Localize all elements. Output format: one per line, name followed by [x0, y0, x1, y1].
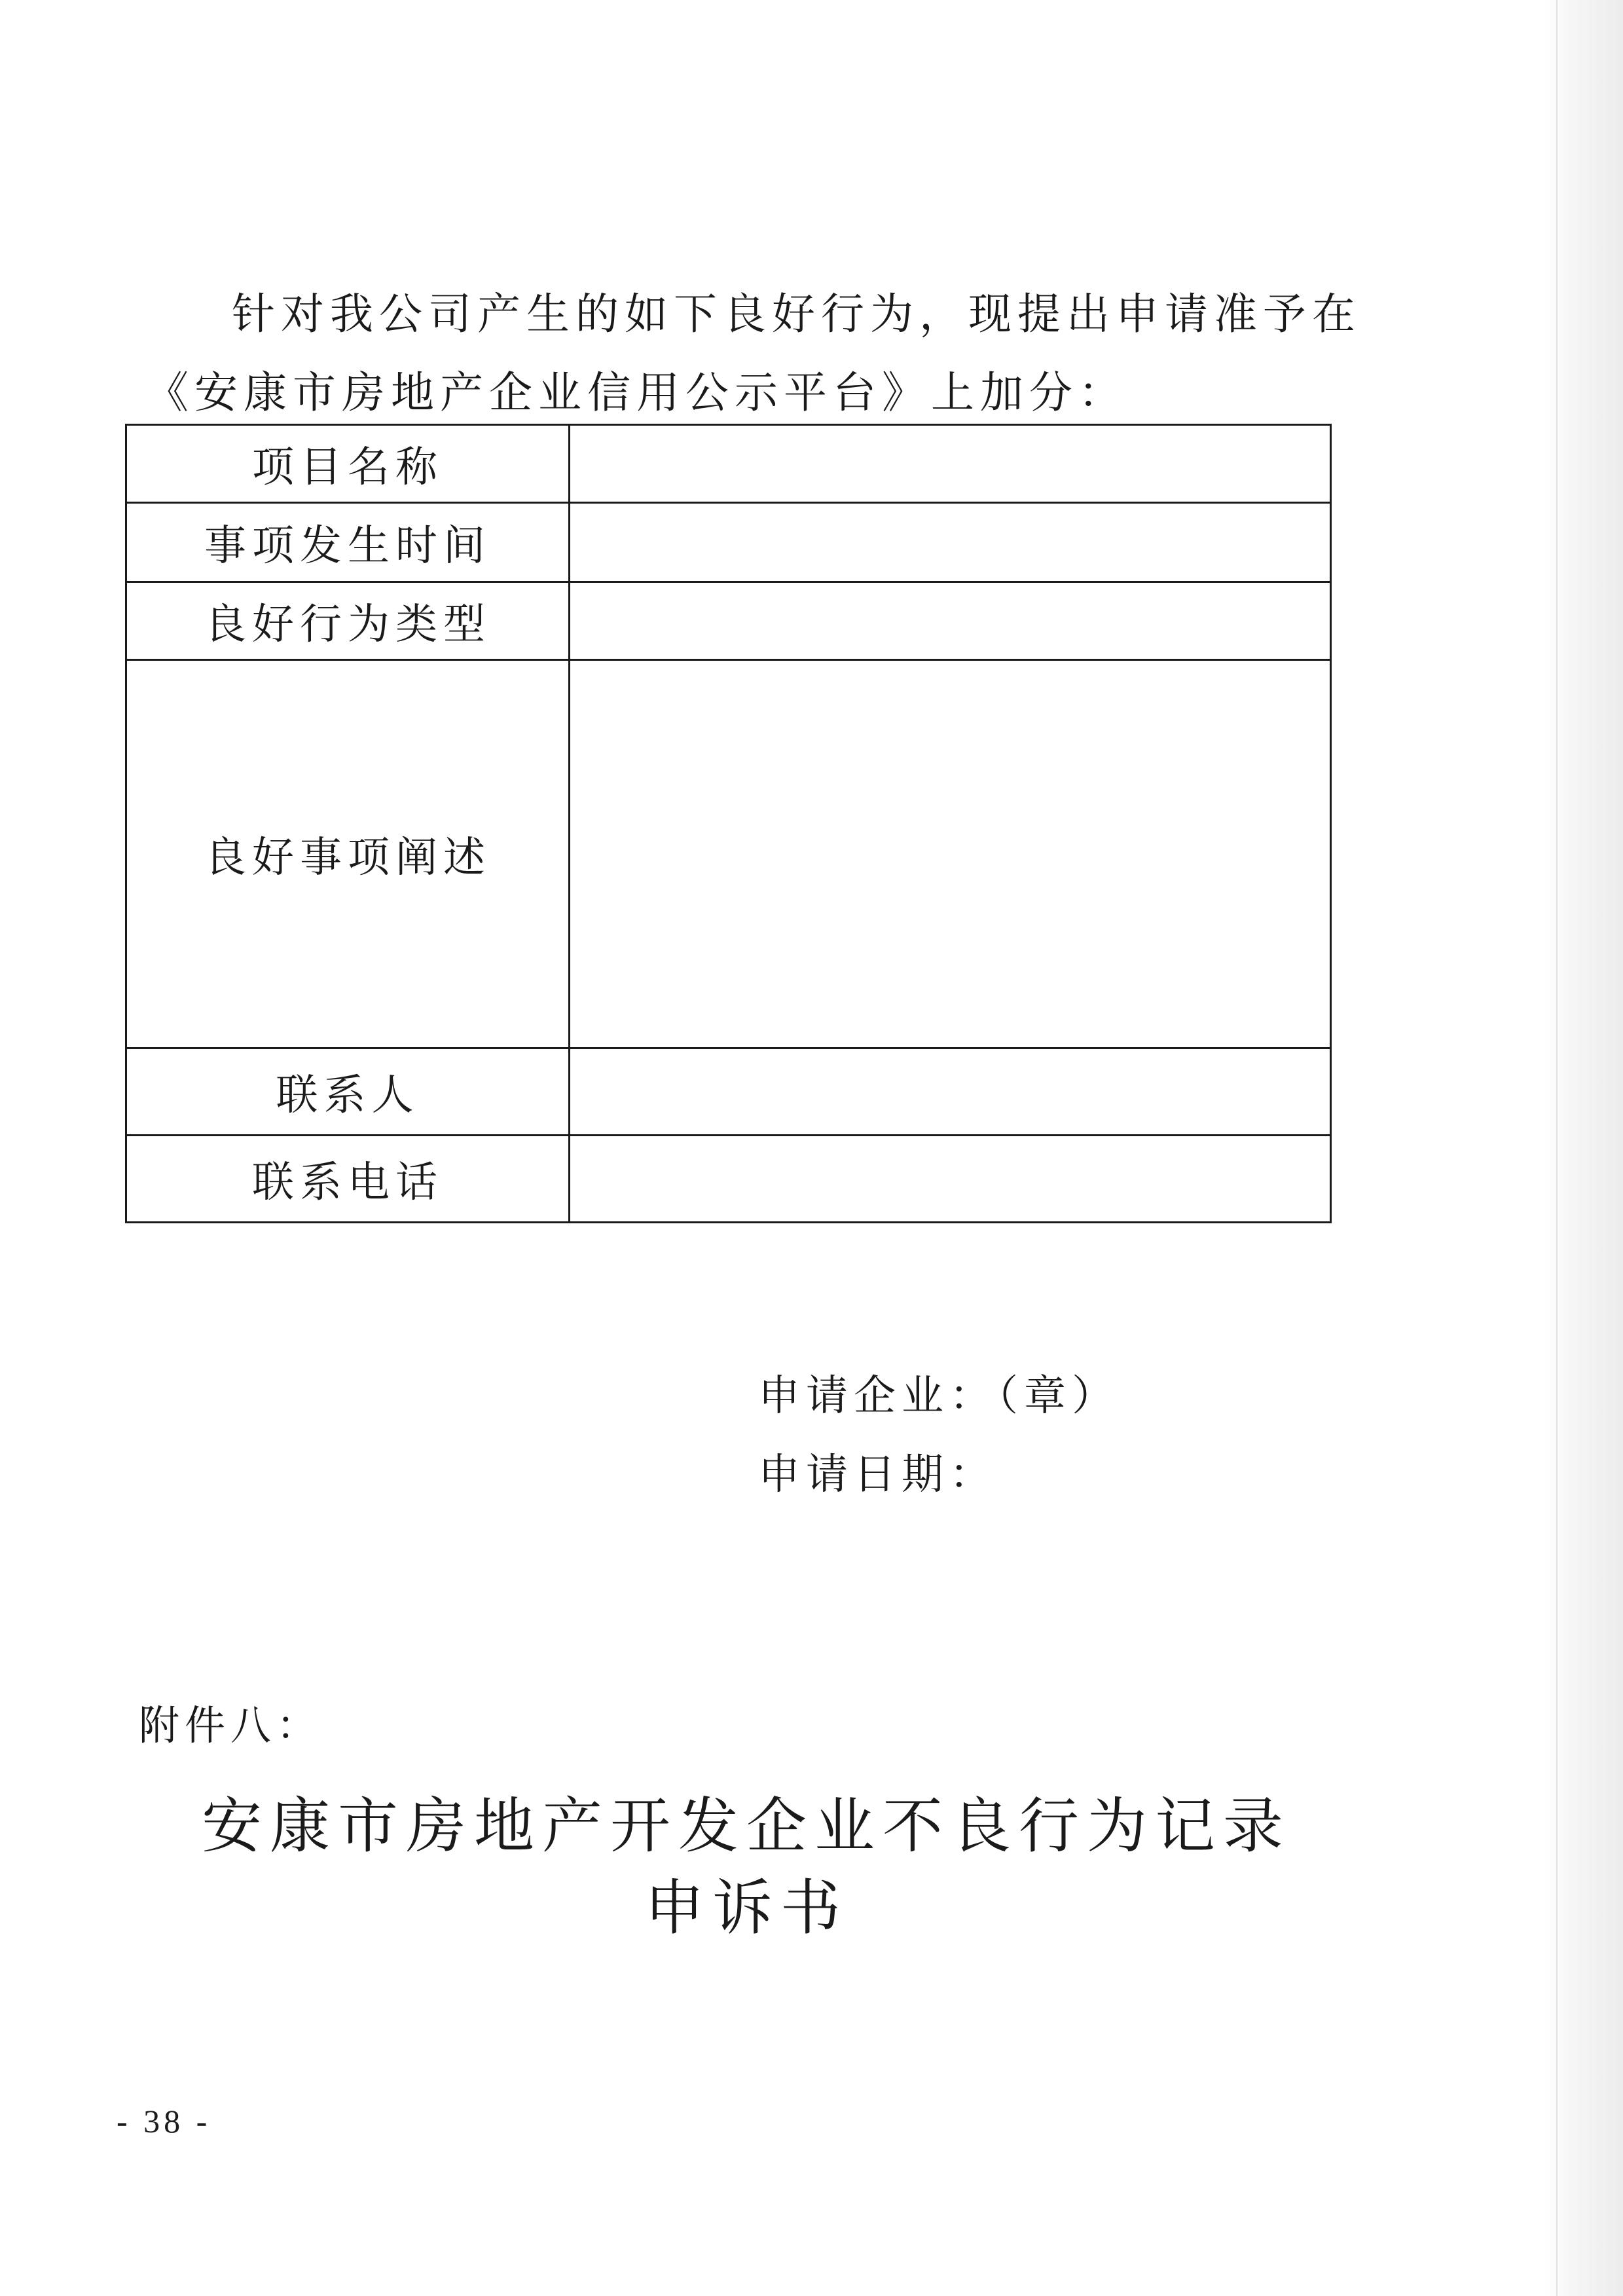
form-value-event-time[interactable]	[570, 503, 1331, 582]
scan-edge-line	[1556, 0, 1558, 2296]
applicant-company-label: 申请企业：（章）	[758, 1372, 1120, 1420]
form-row-event-time	[126, 503, 1331, 582]
form-value-contact-phone[interactable]	[570, 1136, 1331, 1223]
form-label-contact-person: 联系人	[126, 1048, 570, 1136]
page-number: - 38 -	[117, 2103, 211, 2139]
application-date-label: 申请日期：	[758, 1451, 997, 1499]
form-row-behavior-type	[126, 582, 1331, 660]
form-row-contact-phone	[126, 1136, 1331, 1223]
form-label-event-time: 事项发生时间	[126, 503, 570, 582]
application-form-table	[125, 424, 1332, 1223]
form-value-description[interactable]	[570, 660, 1331, 1048]
attachment-label: 附件八：	[139, 1701, 323, 1749]
form-label-contact-phone: 联系电话	[126, 1136, 570, 1223]
attachment-title-line2: 申诉书	[644, 1873, 848, 1943]
form-row-description	[126, 660, 1331, 1048]
form-label-behavior-type: 良好行为类型	[126, 582, 570, 660]
form-label-description: 良好事项阐述	[126, 660, 570, 1048]
form-label-project-name: 项目名称	[126, 425, 570, 503]
attachment-title-line1: 安康市房地产开发企业不良行为记录	[201, 1791, 1291, 1861]
intro-paragraph: 针对我公司产生的如下良好行为，现提出申请准予在《安康市房地产企业信用公示平台》上加分：	[145, 289, 1361, 418]
form-row-project-name	[126, 425, 1331, 503]
form-row-contact-person	[126, 1048, 1331, 1136]
form-value-contact-person[interactable]	[570, 1048, 1331, 1136]
form-value-behavior-type[interactable]	[570, 582, 1331, 660]
form-value-project-name[interactable]	[570, 425, 1331, 503]
